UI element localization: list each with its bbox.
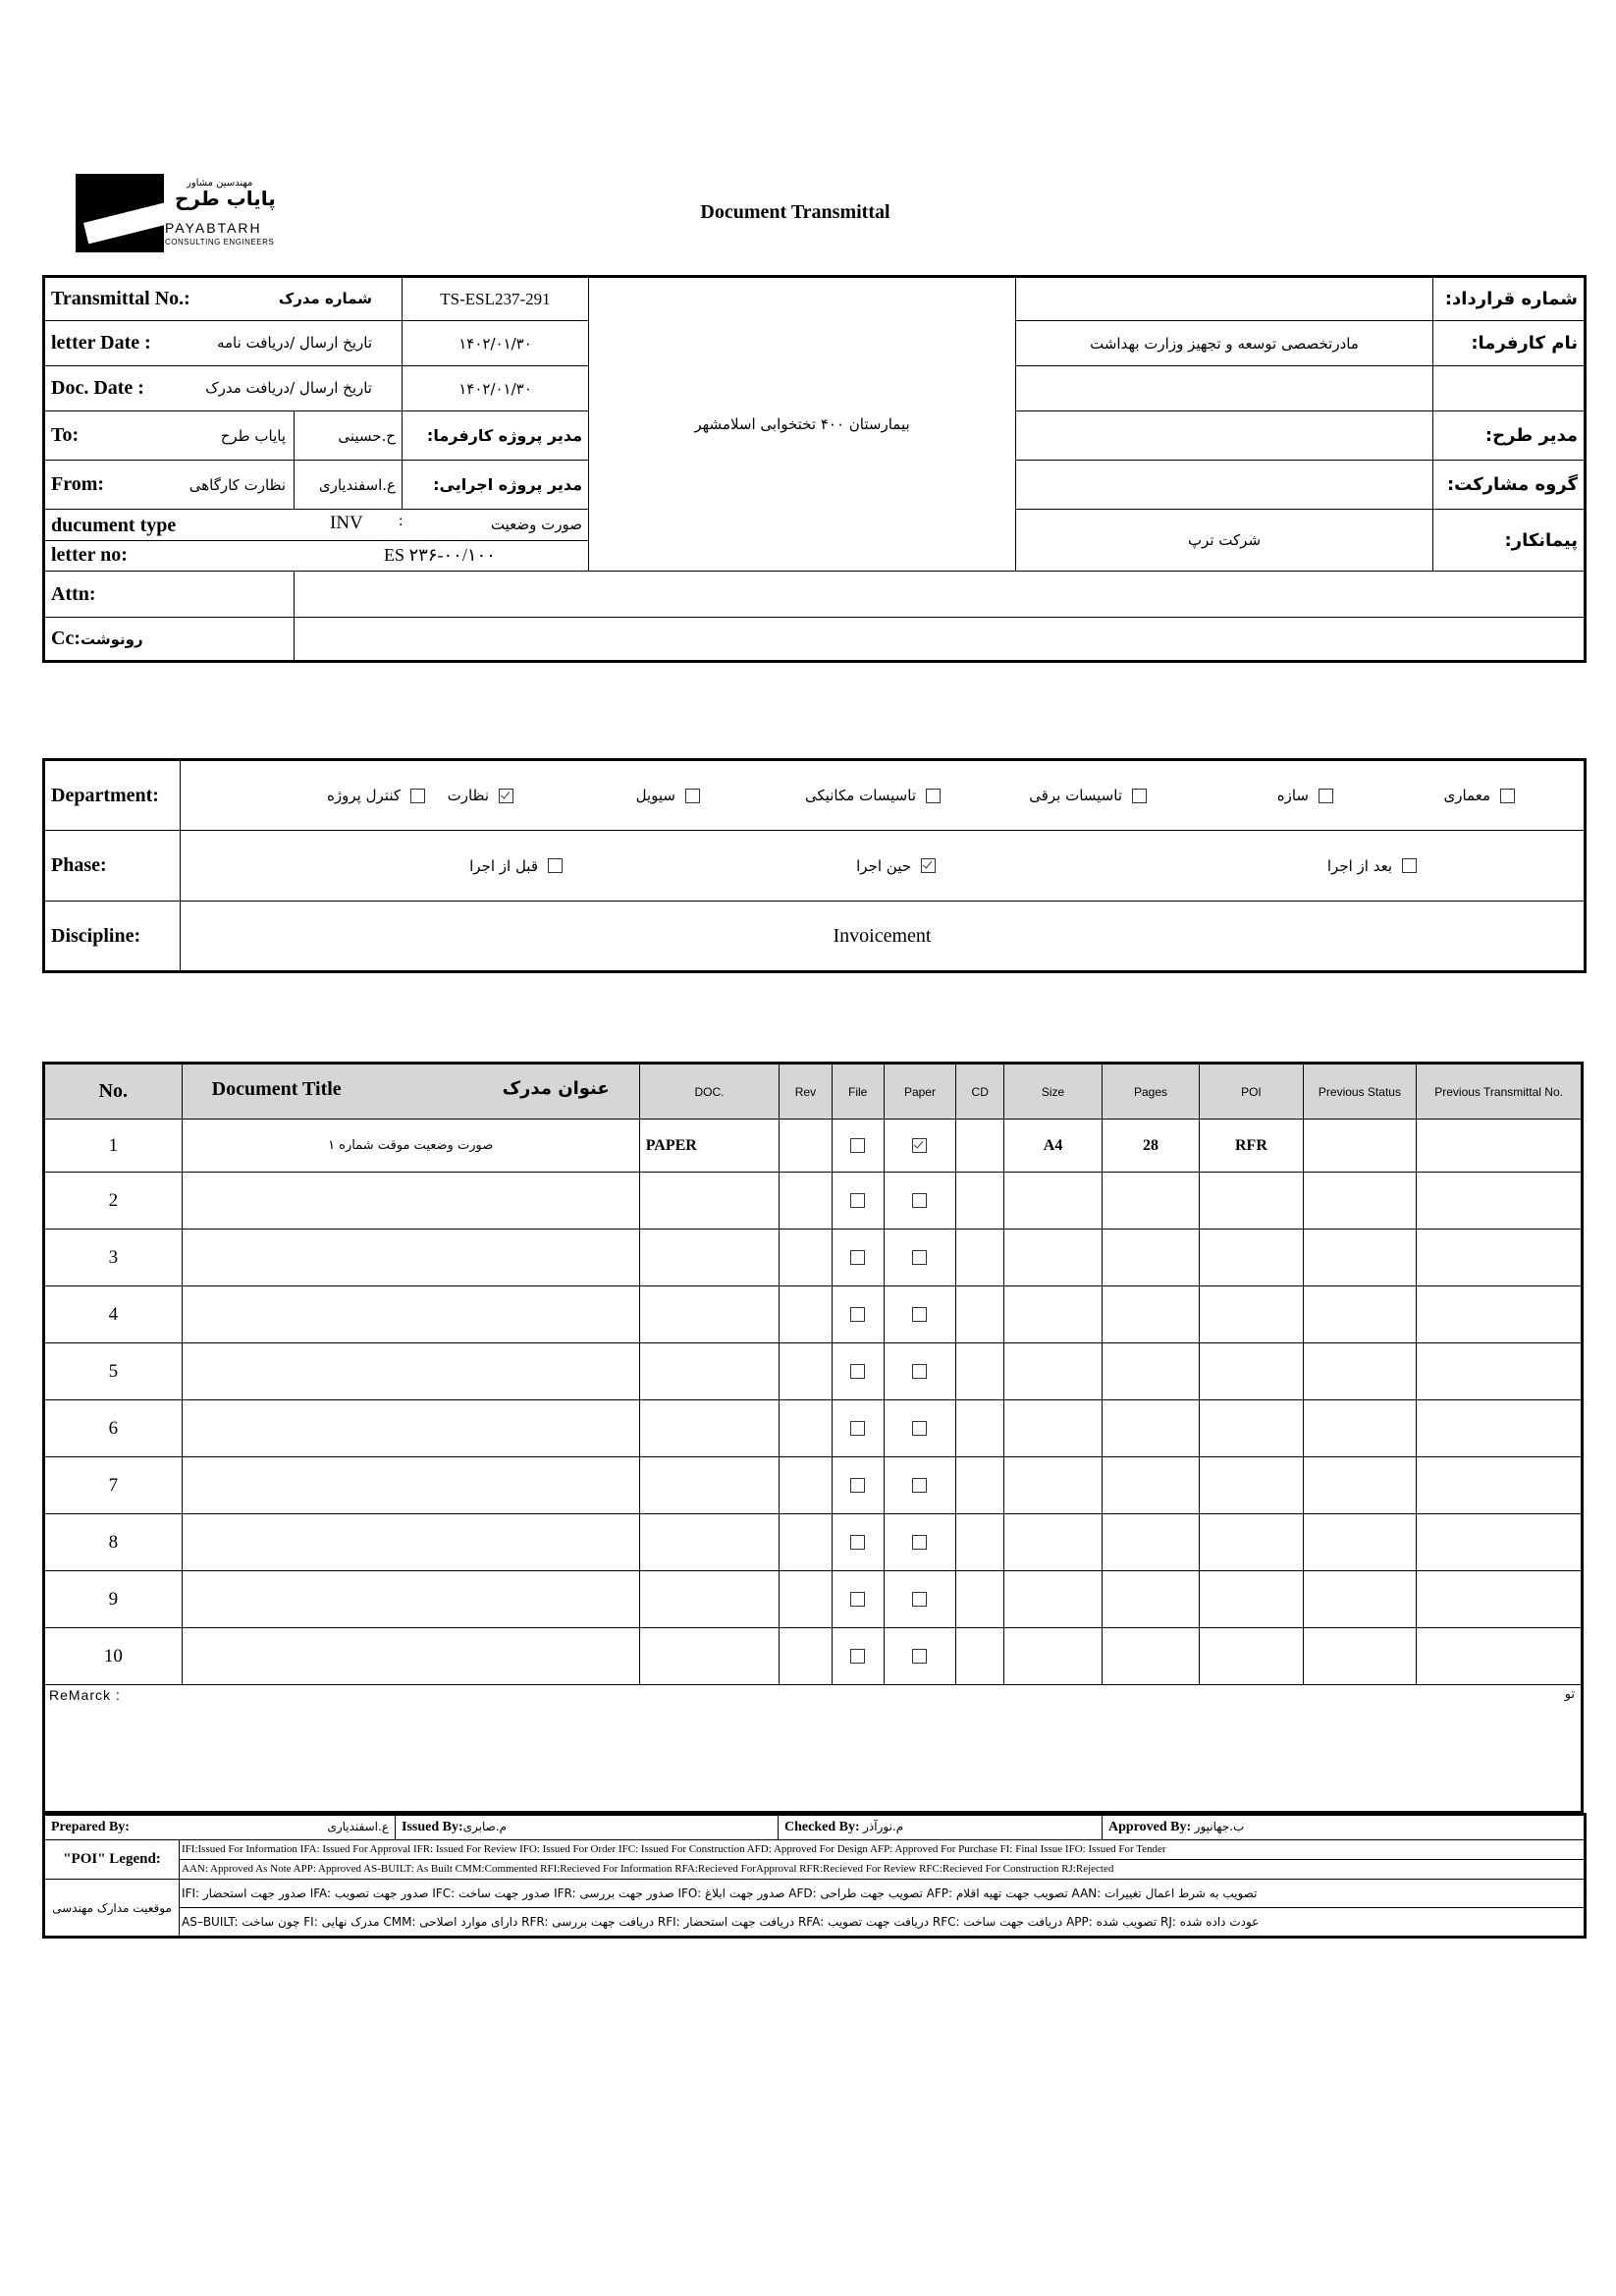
row-pages bbox=[1102, 1343, 1199, 1400]
dept-option-architecture[interactable] bbox=[1444, 787, 1516, 804]
row-cd bbox=[956, 1628, 1004, 1685]
table-row bbox=[44, 1230, 1583, 1286]
row-no: 3 bbox=[44, 1230, 183, 1286]
approved-by-cell bbox=[1103, 1815, 1586, 1840]
row-no: 4 bbox=[44, 1286, 183, 1343]
row-title bbox=[182, 1343, 639, 1400]
letter-date-fa: تاریخ ارسال /دریافت نامه bbox=[216, 334, 372, 352]
row-paper-checkbox[interactable] bbox=[912, 1592, 927, 1607]
row-prev-transmittal bbox=[1417, 1457, 1583, 1514]
row-paper-checkbox[interactable] bbox=[912, 1364, 927, 1379]
row-prev-status bbox=[1303, 1120, 1417, 1173]
row-paper-cell bbox=[884, 1400, 955, 1457]
phase-label: Phase: bbox=[44, 831, 181, 902]
row-poi bbox=[1200, 1628, 1303, 1685]
row-prev-status bbox=[1303, 1230, 1417, 1286]
row-paper-cell bbox=[884, 1457, 955, 1514]
dept-label-architecture: معماری bbox=[1443, 787, 1490, 804]
col-header-pages: Pages bbox=[1102, 1064, 1199, 1120]
department-options bbox=[181, 760, 1586, 831]
col-header-size: Size bbox=[1004, 1064, 1102, 1120]
attn-label: Attn: bbox=[51, 582, 96, 605]
phase-option-during[interactable] bbox=[856, 857, 936, 875]
dept-label-electrical: تاسیسات برقی bbox=[1029, 787, 1122, 804]
department-label: Department: bbox=[44, 760, 181, 831]
row-paper-checkbox[interactable] bbox=[912, 1307, 927, 1322]
row-no: 8 bbox=[44, 1514, 183, 1571]
logo-subtitle-fa: مهندسین مشاور bbox=[187, 178, 253, 189]
row-cd bbox=[956, 1286, 1004, 1343]
col-header-poi: POI bbox=[1200, 1064, 1303, 1120]
row-cd bbox=[956, 1230, 1004, 1286]
row-doc bbox=[639, 1628, 780, 1685]
table-row bbox=[44, 1343, 1583, 1400]
phase-label-after: بعد از اجرا bbox=[1326, 856, 1392, 875]
row-file-checkbox[interactable] bbox=[850, 1592, 865, 1607]
row-cd bbox=[956, 1343, 1004, 1400]
row-no: 6 bbox=[44, 1400, 183, 1457]
row-poi bbox=[1200, 1343, 1303, 1400]
row-doc bbox=[639, 1343, 780, 1400]
row-no: 7 bbox=[44, 1457, 183, 1514]
row-poi bbox=[1200, 1571, 1303, 1628]
row-rev bbox=[780, 1628, 832, 1685]
row-poi bbox=[1200, 1173, 1303, 1230]
contract-no-label: شماره قرارداد: bbox=[1433, 277, 1586, 321]
row-file-cell bbox=[832, 1628, 884, 1685]
row-prev-transmittal bbox=[1417, 1173, 1583, 1230]
row-file-cell bbox=[832, 1514, 884, 1571]
dept-option-civil[interactable] bbox=[636, 787, 700, 804]
dept-label-civil: سیویل bbox=[635, 787, 675, 804]
dept-checkbox-project-control[interactable] bbox=[410, 789, 425, 803]
from-label: From: bbox=[51, 473, 105, 495]
row-rev bbox=[780, 1120, 832, 1173]
poi-legend-line1: IFI:Issued For Information IFA: Issued For Approval IFR: Issued For Review IFO: Issued For Order IFC: Issued For Construction AFD: Approved For Design AFP: Approved For Purchase FI: Final Issue IFO: Issued For Tender bbox=[180, 1840, 1584, 1860]
col-header-file: File bbox=[832, 1064, 884, 1120]
logo-subtitle-en: CONSULTING ENGINEERS bbox=[165, 238, 275, 246]
row-rev bbox=[780, 1343, 832, 1400]
to-cell bbox=[44, 411, 295, 461]
to-label: To: bbox=[51, 424, 80, 446]
row-paper-checkbox[interactable] bbox=[912, 1138, 927, 1153]
col-header-title bbox=[182, 1064, 639, 1120]
phase-checkbox-during[interactable] bbox=[921, 858, 936, 873]
designer-label: مدیر طرح: bbox=[1433, 411, 1586, 461]
doc-type-value: INV bbox=[330, 513, 363, 533]
row-cd bbox=[956, 1173, 1004, 1230]
row-prev-status bbox=[1303, 1628, 1417, 1685]
checked-by-label: Checked By: bbox=[784, 1820, 860, 1834]
partnership-value bbox=[1016, 461, 1433, 510]
designer-label-empty bbox=[1433, 366, 1586, 411]
prepared-by-cell bbox=[44, 1815, 396, 1840]
issued-by-label: Issued By: bbox=[402, 1820, 463, 1834]
document-list-table bbox=[42, 1062, 1584, 1814]
doc-type-colon: : bbox=[399, 513, 404, 529]
row-cd bbox=[956, 1457, 1004, 1514]
col-header-title-en: Document Title bbox=[211, 1078, 342, 1100]
project-name: بیمارستان ۴۰۰ تختخوابی اسلامشهر bbox=[589, 277, 1016, 572]
logo-name-en: PAYABTARH bbox=[165, 220, 262, 236]
doc-date-cell bbox=[44, 366, 403, 411]
contractor-label: پیمانکار: bbox=[1433, 510, 1586, 572]
row-file-checkbox[interactable] bbox=[850, 1250, 865, 1265]
dept-option-structure[interactable] bbox=[1277, 787, 1333, 804]
row-cd bbox=[956, 1514, 1004, 1571]
table-row bbox=[44, 1514, 1583, 1571]
cc-value bbox=[295, 618, 1586, 662]
classification-table bbox=[42, 758, 1587, 973]
row-rev bbox=[780, 1457, 832, 1514]
row-poi bbox=[1200, 1400, 1303, 1457]
phase-option-before[interactable] bbox=[469, 857, 563, 875]
logo-name-fa: پایاب طرح bbox=[175, 187, 276, 210]
letter-date-cell bbox=[44, 321, 403, 366]
to-person: ح.حسینی bbox=[295, 411, 403, 461]
row-doc bbox=[639, 1286, 780, 1343]
from-value: نظارت کارگاهی bbox=[189, 476, 286, 494]
row-file-cell bbox=[832, 1120, 884, 1173]
col-header-paper: Paper bbox=[884, 1064, 955, 1120]
row-rev bbox=[780, 1286, 832, 1343]
row-size bbox=[1004, 1514, 1102, 1571]
row-pages: 28 bbox=[1102, 1120, 1199, 1173]
row-file-checkbox[interactable] bbox=[850, 1364, 865, 1379]
col-header-no: No. bbox=[44, 1064, 183, 1120]
row-file-checkbox[interactable] bbox=[850, 1138, 865, 1153]
row-prev-status bbox=[1303, 1173, 1417, 1230]
row-size bbox=[1004, 1457, 1102, 1514]
row-title bbox=[182, 1173, 639, 1230]
row-paper-cell bbox=[884, 1230, 955, 1286]
col-header-rev: Rev bbox=[780, 1064, 832, 1120]
row-file-checkbox[interactable] bbox=[850, 1193, 865, 1208]
row-no: 2 bbox=[44, 1173, 183, 1230]
poi-legend-line2: AAN: Approved As Note APP: Approved AS-BUILT: As Built CMM:Commented RFI:Recieved For Information RFA:Recieved ForApproval RFR:Recieved For Review RFC:Recieved For Construction RJ:Rejected bbox=[182, 1863, 1114, 1875]
row-doc bbox=[639, 1230, 780, 1286]
row-no: 10 bbox=[44, 1628, 183, 1685]
row-paper-cell bbox=[884, 1514, 955, 1571]
doc-type-label: ducument type bbox=[51, 515, 177, 536]
row-file-cell bbox=[832, 1230, 884, 1286]
row-prev-transmittal bbox=[1417, 1230, 1583, 1286]
contract-no-value bbox=[1016, 277, 1433, 321]
table-row bbox=[44, 1286, 1583, 1343]
logo-mark bbox=[83, 196, 164, 244]
row-poi bbox=[1200, 1457, 1303, 1514]
cc-fa: رونوشت bbox=[80, 630, 143, 648]
discipline-label: Discipline: bbox=[44, 902, 181, 972]
checked-by-cell bbox=[779, 1815, 1103, 1840]
dept-option-supervision[interactable] bbox=[448, 787, 513, 804]
issued-by-value: م.صابری bbox=[462, 1820, 508, 1833]
from-cell bbox=[44, 461, 295, 510]
page-title: Document Transmittal bbox=[700, 201, 890, 223]
row-prev-transmittal bbox=[1417, 1400, 1583, 1457]
row-file-cell bbox=[832, 1400, 884, 1457]
row-prev-transmittal bbox=[1417, 1120, 1583, 1173]
poi-legend-label: "POI" Legend: bbox=[44, 1840, 180, 1880]
row-cd bbox=[956, 1571, 1004, 1628]
row-title bbox=[182, 1571, 639, 1628]
row-size bbox=[1004, 1343, 1102, 1400]
col-header-cd: CD bbox=[956, 1064, 1004, 1120]
row-prev-status bbox=[1303, 1571, 1417, 1628]
row-file-checkbox[interactable] bbox=[850, 1478, 865, 1493]
row-paper-cell bbox=[884, 1571, 955, 1628]
letter-no-label: letter no: bbox=[51, 544, 128, 566]
row-title bbox=[182, 1457, 639, 1514]
row-size: A4 bbox=[1004, 1120, 1102, 1173]
row-paper-checkbox[interactable] bbox=[912, 1250, 927, 1265]
row-cd bbox=[956, 1400, 1004, 1457]
designer-row-value bbox=[1016, 411, 1433, 461]
row-poi: RFR bbox=[1200, 1120, 1303, 1173]
row-cd bbox=[956, 1120, 1004, 1173]
poi-legend-content bbox=[180, 1840, 1586, 1880]
row-title: صورت وضعیت موقت شماره ۱ bbox=[182, 1120, 639, 1173]
remark-label-en: ReMarck : bbox=[49, 1687, 121, 1703]
employer-value: مادرتخصصی توسعه و تجهیز وزارت بهداشت bbox=[1016, 321, 1433, 366]
row-poi bbox=[1200, 1514, 1303, 1571]
status-legend-content bbox=[180, 1880, 1586, 1938]
dept-checkbox-architecture[interactable] bbox=[1500, 789, 1515, 803]
row-file-checkbox[interactable] bbox=[850, 1649, 865, 1664]
dept-checkbox-mechanical[interactable] bbox=[926, 789, 941, 803]
header-info-table bbox=[42, 275, 1587, 663]
to-role: مدیر پروژه کارفرما: bbox=[403, 411, 589, 461]
row-prev-transmittal bbox=[1417, 1343, 1583, 1400]
row-prev-status bbox=[1303, 1400, 1417, 1457]
row-size bbox=[1004, 1571, 1102, 1628]
prepared-by-label: Prepared By: bbox=[51, 1820, 130, 1834]
attn-value bbox=[295, 572, 1586, 618]
row-file-cell bbox=[832, 1286, 884, 1343]
approved-by-label: Approved By: bbox=[1108, 1820, 1192, 1834]
row-paper-cell bbox=[884, 1286, 955, 1343]
row-no: 5 bbox=[44, 1343, 183, 1400]
doc-type-cell bbox=[44, 510, 589, 572]
table-row bbox=[44, 1628, 1583, 1685]
transmittal-no-value: TS-ESL237-291 bbox=[403, 277, 589, 321]
status-legend-line1: IFI: صدور جهت استحضار IFA: صدور جهت تصویب IFC: صدور جهت ساخت IFR: صدور جهت بررسی IFO: صدور جهت ابلاغ AFD: تصویب جهت طراحی AFP: تصویب جهت تهیه اقلام AAN: تصویب به شرط اعمال تغییرات bbox=[180, 1880, 1584, 1908]
row-doc bbox=[639, 1514, 780, 1571]
partnership-label: گروه مشارکت: bbox=[1433, 461, 1586, 510]
row-poi bbox=[1200, 1230, 1303, 1286]
dept-label-supervision: نظارت bbox=[447, 787, 489, 804]
status-legend-line2: AS–BUILT: چون ساخت FI: مدرک نهایی CMM: دارای موارد اصلاحی RFR: دریافت جهت بررسی RFI: دریافت جهت استحضار RFA: دریافت جهت تصویب RFC: دریافت جهت ساخت APP: تصویب شده RJ: عودت داده شده bbox=[182, 1915, 1260, 1929]
row-paper-checkbox[interactable] bbox=[912, 1478, 927, 1493]
dept-option-electrical[interactable] bbox=[1029, 787, 1147, 804]
dept-checkbox-civil[interactable] bbox=[685, 789, 700, 803]
row-rev bbox=[780, 1230, 832, 1286]
phase-label-during: حین اجرا bbox=[856, 856, 911, 875]
phase-label-before: قبل از اجرا bbox=[469, 856, 538, 875]
table-row bbox=[44, 1571, 1583, 1628]
row-size bbox=[1004, 1173, 1102, 1230]
transmittal-no-label: Transmittal No.: bbox=[51, 288, 190, 309]
row-rev bbox=[780, 1400, 832, 1457]
row-paper-checkbox[interactable] bbox=[912, 1193, 927, 1208]
contractor-value: شرکت ترپ bbox=[1016, 510, 1433, 572]
row-no: 1 bbox=[44, 1120, 183, 1173]
row-doc: PAPER bbox=[639, 1120, 780, 1173]
row-size bbox=[1004, 1400, 1102, 1457]
attn-cell bbox=[44, 572, 295, 618]
dept-label-project-control: کنترل پروژه bbox=[327, 787, 401, 804]
table-row bbox=[44, 1173, 1583, 1230]
row-pages bbox=[1102, 1173, 1199, 1230]
row-rev bbox=[780, 1571, 832, 1628]
row-doc bbox=[639, 1457, 780, 1514]
dept-checkbox-supervision[interactable] bbox=[499, 789, 513, 803]
transmittal-no-cell bbox=[44, 277, 403, 321]
letter-no-value: ES ۲۳۶-۰۰/۱۰۰ bbox=[384, 545, 496, 565]
row-prev-status bbox=[1303, 1514, 1417, 1571]
row-title bbox=[182, 1286, 639, 1343]
row-title bbox=[182, 1514, 639, 1571]
row-file-checkbox[interactable] bbox=[850, 1307, 865, 1322]
col-header-title-fa: عنوان مدرک bbox=[502, 1078, 610, 1099]
row-pages bbox=[1102, 1514, 1199, 1571]
row-title bbox=[182, 1400, 639, 1457]
row-file-checkbox[interactable] bbox=[850, 1535, 865, 1550]
dept-label-structure: سازه bbox=[1276, 787, 1309, 804]
row-file-checkbox[interactable] bbox=[850, 1421, 865, 1436]
row-prev-transmittal bbox=[1417, 1514, 1583, 1571]
row-paper-checkbox[interactable] bbox=[912, 1535, 927, 1550]
row-pages bbox=[1102, 1571, 1199, 1628]
row-file-cell bbox=[832, 1571, 884, 1628]
company-logo bbox=[76, 174, 164, 252]
row-prev-transmittal bbox=[1417, 1571, 1583, 1628]
signature-legend-table bbox=[42, 1813, 1587, 1939]
row-file-cell bbox=[832, 1173, 884, 1230]
cc-cell bbox=[44, 618, 295, 662]
transmittal-no-fa: شماره مدرک bbox=[278, 290, 372, 307]
phase-option-after[interactable] bbox=[1327, 857, 1417, 875]
row-file-cell bbox=[832, 1457, 884, 1514]
row-pages bbox=[1102, 1400, 1199, 1457]
col-header-prev-transmittal: Previous Transmittal No. bbox=[1417, 1064, 1583, 1120]
row-size bbox=[1004, 1286, 1102, 1343]
dept-label-mechanical: تاسیسات مکانیکی bbox=[804, 787, 916, 804]
row-paper-cell bbox=[884, 1173, 955, 1230]
row-title bbox=[182, 1628, 639, 1685]
issued-by-cell bbox=[396, 1815, 779, 1840]
row-rev bbox=[780, 1514, 832, 1571]
row-pages bbox=[1102, 1457, 1199, 1514]
table-row bbox=[44, 1457, 1583, 1514]
row-size bbox=[1004, 1230, 1102, 1286]
row-doc bbox=[639, 1400, 780, 1457]
row-prev-status bbox=[1303, 1343, 1417, 1400]
row-doc bbox=[639, 1173, 780, 1230]
doc-type-fa: صورت وضعیت bbox=[490, 516, 582, 533]
row-paper-checkbox[interactable] bbox=[912, 1649, 927, 1664]
letter-date-value: ۱۴۰۲/۰۱/۳۰ bbox=[403, 321, 589, 366]
to-value: پایاب طرح bbox=[220, 427, 286, 445]
row-prev-status bbox=[1303, 1286, 1417, 1343]
from-person: ع.اسفندیاری bbox=[295, 461, 403, 510]
remark-cell bbox=[44, 1685, 1583, 1813]
designer-value bbox=[1016, 366, 1433, 411]
col-header-prev-status: Previous Status bbox=[1303, 1064, 1417, 1120]
table-row bbox=[44, 1400, 1583, 1457]
row-prev-status bbox=[1303, 1457, 1417, 1514]
dept-option-mechanical[interactable] bbox=[805, 787, 941, 804]
prepared-by-value: ع.اسفندیاری bbox=[327, 1820, 389, 1833]
approved-by-value: ب.جهانپور bbox=[1194, 1820, 1245, 1833]
doc-date-label: Doc. Date : bbox=[51, 377, 144, 399]
row-doc bbox=[639, 1571, 780, 1628]
dept-checkbox-electrical[interactable] bbox=[1132, 789, 1147, 803]
phase-options bbox=[181, 831, 1586, 902]
employer-label: نام کارفرما: bbox=[1433, 321, 1586, 366]
from-role: مدیر پروژه اجرایی: bbox=[403, 461, 589, 510]
letter-date-label: letter Date : bbox=[51, 332, 151, 354]
cc-label: Cc: bbox=[51, 628, 81, 649]
doc-date-fa: تاریخ ارسال /دریافت مدرک bbox=[205, 379, 372, 397]
row-size bbox=[1004, 1628, 1102, 1685]
phase-checkbox-after[interactable] bbox=[1402, 858, 1417, 873]
row-prev-transmittal bbox=[1417, 1286, 1583, 1343]
remark-label-fa: تو bbox=[1564, 1687, 1575, 1702]
row-paper-checkbox[interactable] bbox=[912, 1421, 927, 1436]
row-pages bbox=[1102, 1628, 1199, 1685]
row-title bbox=[182, 1230, 639, 1286]
dept-checkbox-structure[interactable] bbox=[1319, 789, 1333, 803]
phase-checkbox-before[interactable] bbox=[548, 858, 563, 873]
checked-by-value: م.نورآذر bbox=[863, 1820, 904, 1833]
row-no: 9 bbox=[44, 1571, 183, 1628]
row-pages bbox=[1102, 1230, 1199, 1286]
col-header-doc: DOC. bbox=[639, 1064, 780, 1120]
row-file-cell bbox=[832, 1343, 884, 1400]
discipline-value: Invoicement bbox=[181, 902, 1586, 972]
row-rev bbox=[780, 1173, 832, 1230]
dept-option-project-control[interactable] bbox=[327, 787, 425, 804]
row-paper-cell bbox=[884, 1343, 955, 1400]
table-row bbox=[44, 1120, 1583, 1173]
row-prev-transmittal bbox=[1417, 1628, 1583, 1685]
status-legend-label: موقعیت مدارک مهندسی bbox=[44, 1880, 180, 1938]
row-paper-cell bbox=[884, 1120, 955, 1173]
doc-date-value: ۱۴۰۲/۰۱/۳۰ bbox=[403, 366, 589, 411]
row-pages bbox=[1102, 1286, 1199, 1343]
row-poi bbox=[1200, 1286, 1303, 1343]
row-paper-cell bbox=[884, 1628, 955, 1685]
